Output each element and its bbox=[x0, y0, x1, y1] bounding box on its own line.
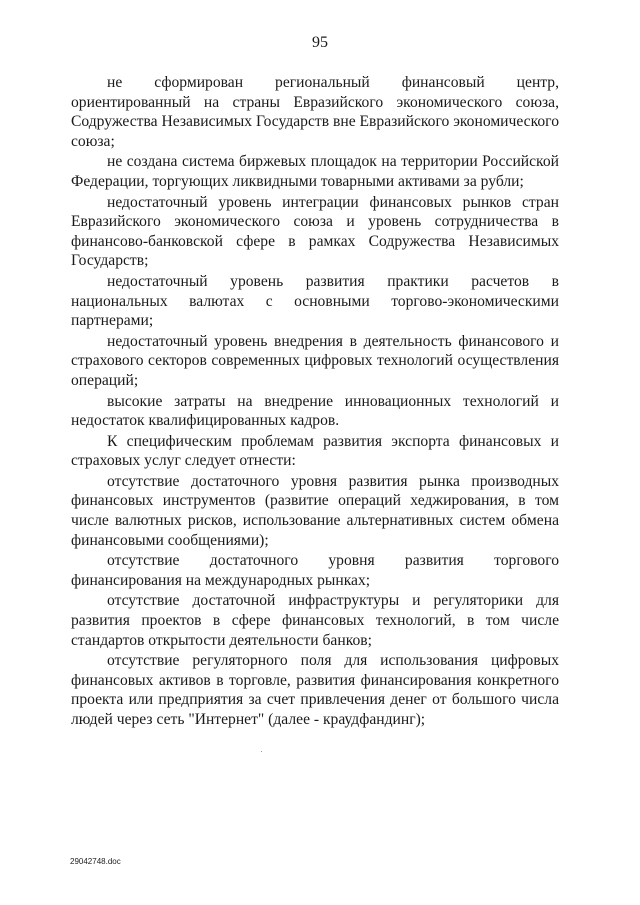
paragraph: отсутствие регуляторного поля для использования цифровых финансовых активов в торговле, развития финансирования конкретного проекта или предприятия за счет привлечения денег от большого числа людей через сеть "Интернет" (далее - краудфандинг); bbox=[71, 652, 559, 728]
paragraph: недостаточный уровень внедрения в деятельность финансового и страхового секторов современных цифровых технологий осуществления операций; bbox=[71, 332, 559, 389]
page-number: 95 bbox=[312, 34, 328, 51]
paragraph: отсутствие достаточной инфраструктуры и регуляторики для развития проектов в сфере финансовых технологий, в том числе стандартов открытости деятельности банков; bbox=[71, 592, 559, 649]
file-name-footer: 29042748.doc bbox=[70, 857, 121, 866]
paragraph: не сформирован региональный финансовый центр, ориентированный на страны Евразийского экономического союза, Содружества Независимых Государств вне Евразийского экономического союза; bbox=[71, 74, 559, 150]
paragraph: высокие затраты на внедрение инновационных технологий и недостаток квалифицированных кадров. bbox=[71, 392, 559, 430]
paragraph: недостаточный уровень развития практики расчетов в национальных валютах с основными торгово-экономическими партнерами; bbox=[71, 272, 559, 330]
paragraph: не создана система биржевых площадок на территории Российской Федерации, торгующих ликвидными товарными активами за рубли; bbox=[71, 153, 559, 190]
scan-speck bbox=[261, 751, 262, 752]
paragraph: отсутствие достаточного уровня развития рынка производных финансовых инструментов (развитие операций хеджирования, в том числе валютных рисков, использование альтернативных систем обмена финансовыми сообщениями); bbox=[71, 472, 559, 549]
paragraph: отсутствие достаточного уровня развития торгового финансирования на международных рынках; bbox=[71, 552, 559, 589]
paragraph: недостаточный уровень интеграции финансовых рынков стран Евразийского экономического союза и уровень сотрудничества в финансово-банковской сфере в рамках Содружества Независимых Государств; bbox=[71, 193, 559, 270]
paragraph: К специфическим проблемам развития экспорта финансовых и страховых услуг следует отнести: bbox=[71, 432, 559, 470]
document-body bbox=[71, 73, 559, 731]
